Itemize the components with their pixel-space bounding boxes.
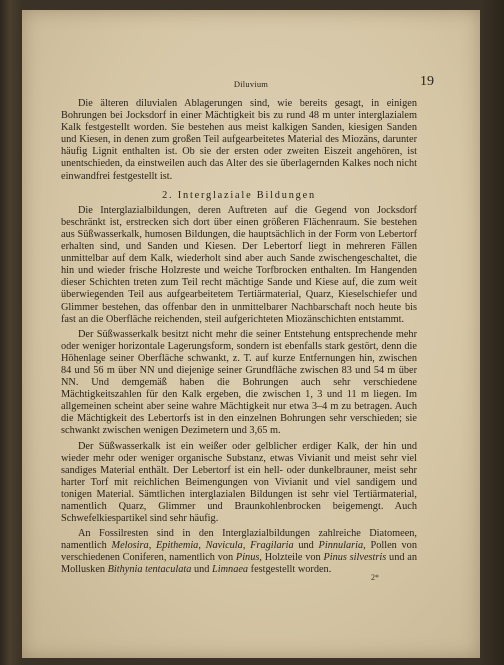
taxon-limnaea: Limnaea <box>212 564 249 576</box>
taxon-fragilaria: Fragilaria <box>250 540 294 552</box>
body-text <box>61 98 417 577</box>
fossils-text: festgestellt worden. <box>248 564 332 576</box>
fossils-text: und <box>191 564 213 576</box>
taxon-navicula: Navicula <box>205 540 243 552</box>
taxon-pinus: Pinus <box>235 552 260 564</box>
paper-sheet <box>22 10 480 658</box>
paragraph-interglacial-formations: Die Interglazialbildungen, deren Auftreten auf die Gegend von Jocksdorf beschränkt ist, erstrecken sich dort über einen größeren Flächenraum. Sie bestehen aus Süßwasserkalk, humosen Bildungen, die hauptsächlich in der Form von Lebertorf erhalten sind, und Sanden und Kiesen. Der Lebertorf liegt in mehreren Fällen unmittelbar auf dem Kalk, wiederholt sind aber auch Sande zwischengeschaltet, die hin und wieder frische Holzreste und weiche Torfbrocken enthalten. Im Hangenden dieser Schichten treten zum Teil recht mächtige Sande und Kiese auf, die zum weit überwiegenden Teil aus aufgearbeitetem Tertiärmaterial, Quarz, Kieselschiefer und Glimmer bestehen, das offenbar den in unmittelbarer Nachbarschaft noch heute bis fast an die Oberfläche reichenden, steil aufgerichteten Miozänschichten entstammt. <box>61 204 417 325</box>
fossils-text: , Pollen von verschiedenen Coniferen, namentlich von <box>61 540 417 564</box>
page-header <box>22 74 480 94</box>
taxon-pinnularia: Pinnularia <box>318 540 364 552</box>
separator: , <box>242 540 251 552</box>
taxon-bithynia: Bithynia tentaculata <box>107 564 192 576</box>
section-heading: 2. Interglaziale Bildungen <box>162 189 316 201</box>
fossils-text: , Holzteile von <box>259 552 324 564</box>
separator: , <box>198 540 206 552</box>
paragraph-fossils <box>61 528 417 576</box>
paragraph-limestone-description: Der Süßwasserkalk ist ein weißer oder gelblicher erdiger Kalk, der hin und wieder mehr oder weniger organische Substanz, etwas Vivianit und meist sehr viel sandiges Material enthält. Der Lebertorf ist ein hell- oder dunkelbrauner, meist sehr harter Torf mit reichlichen Beimengungen von Vivianit und viel sandigem und tonigen Material. Sämtlichen interglazialen Bildungen ist sehr viel Tertiärmaterial, namentlich Quarz, Glimmer und Braunkohlenbrocken beigemengt. Auch Schwefelkiespartikel sind sehr häufig. <box>61 440 417 525</box>
fossils-text: An Fossilresten sind in den Interglazialbildungen zahlreiche Diatomeen, namentlich <box>61 528 417 552</box>
running-title: Diluvium <box>233 79 269 89</box>
paragraph-older-deposits: Die älteren diluvialen Ablagerungen sind, wie bereits gesagt, in einigen Bohrungen bei Jocksdorf in einer Mächtigkeit bis zu rund 48 m unter interglazialem Kalk festgestellt worden. Sie bestehen aus meist kalkigen Sanden, kiesigen Sanden und Kiesen, in denen zum großen Teil aufgearbeitetes Material des Miozäns, darunter häufig Lignit enthalten ist. Ob sie der ersten oder zweiten Eiszeit angehören, ist unentschieden, da einstweilen auch das Alter des sie überlagernden Kalkes noch nicht einwandfrei festgestellt ist. <box>61 98 417 182</box>
fossils-text: und an Mollusken <box>61 552 417 576</box>
taxon-melosira: Melosira <box>111 540 149 552</box>
separator: und <box>293 540 319 552</box>
taxon-epithemia: Epithemia <box>156 540 199 552</box>
printer-signature-mark: 2* <box>371 573 379 582</box>
page-number: 19 <box>420 74 434 89</box>
paragraph-freshwater-limestone: Der Süßwasserkalk besitzt nicht mehr die seiner Entstehung entsprechende mehr oder weniger horizontale Lagerungsform, sondern ist ebenfalls stark gestört, denn die Höhenlage seiner Oberfläche schwankt, z. T. auf kurze Entfernungen hin, zwischen 84 und 56 m über NN und diejenige seiner Grundfläche zwischen 83 und 54 m über NN. Und demgemäß haben die Bohrungen auch sehr verschiedene Mächtigkeitszahlen für den Kalk ergeben, die zwischen 1, 3 und 11 m liegen. Im allgemeinen scheint aber seine wahre Mächtigkeit nur etwa 3–4 m zu betragen. Auch die Mächtigkeit des Lebertorfs ist in den einzelnen Bohrungen sehr verschieden; sie schwankt zwischen wenigen Dezimetern und 3,65 m. <box>61 328 417 437</box>
taxon-pinus-silvestris: Pinus silvestris <box>323 552 387 564</box>
separator: , <box>148 540 156 552</box>
